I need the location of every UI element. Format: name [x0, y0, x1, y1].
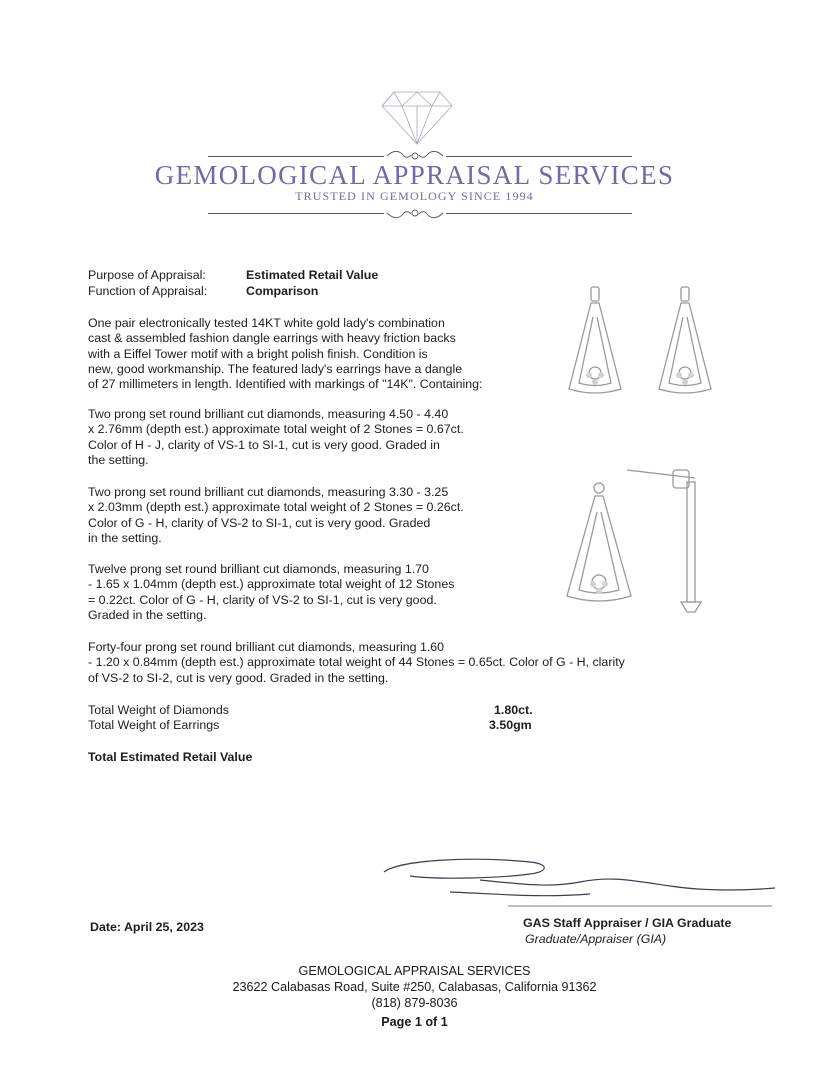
appraiser-title: GAS Staff Appraiser / GIA Graduate — [523, 916, 732, 930]
function-value: Comparison — [246, 284, 319, 298]
footer-phone: (818) 879-8036 — [371, 996, 458, 1010]
total-diamonds-label: Total Weight of Diamonds — [88, 703, 229, 717]
stone-line: of VS-2 to SI-2, cut is very good. Graded in the setting. — [88, 670, 389, 685]
description-line: with a Eiffel Tower motif with a bright polish finish. Condition is — [88, 346, 428, 361]
stone-line: Color of H - J, clarity of VS-1 to SI-1, cut is very good. Graded in — [88, 437, 440, 452]
stone-line: the setting. — [88, 452, 149, 467]
stone-line: Two prong set round brilliant cut diamonds, measuring 3.30 - 3.25 — [88, 485, 449, 499]
stone-line: Forty-four prong set round brilliant cut diamonds, measuring 1.60 — [88, 640, 445, 654]
stone-group-4 — [88, 640, 625, 686]
total-diamonds-value: 1.80ct. — [494, 703, 533, 717]
description-line: One pair electronically tested 14KT white gold lady's combination — [88, 316, 445, 330]
stone-line: = 0.22ct. Color of G - H, clarity of VS-2 to SI-1, cut is very good. — [88, 592, 437, 607]
stone-group-1 — [88, 407, 464, 468]
logo-bottom-rule-right — [446, 213, 632, 214]
total-earrings-label: Total Weight of Earrings — [88, 718, 220, 732]
stone-line: x 2.03mm (depth est.) approximate total weight of 2 Stones = 0.26ct. — [88, 500, 464, 515]
purpose-label: Purpose of Appraisal: — [88, 268, 206, 282]
stone-line: Two prong set round brilliant cut diamonds, measuring 4.50 - 4.40 — [88, 407, 449, 421]
appraisal-date: Date: April 25, 2023 — [90, 920, 204, 934]
stone-line: Twelve prong set round brilliant cut diamonds, measuring 1.70 — [88, 562, 429, 576]
stone-line: x 2.76mm (depth est.) approximate total weight of 2 Stones = 0.67ct. — [88, 422, 464, 437]
diamond-icon — [380, 90, 454, 146]
stone-group-3 — [88, 562, 454, 623]
ornament-bottom-icon — [385, 206, 445, 220]
signature-scribble — [380, 850, 780, 920]
earring-photo-front — [555, 285, 745, 410]
letterhead — [0, 0, 829, 230]
function-label: Function of Appraisal: — [88, 284, 208, 298]
footer-address: 23622 Calabasas Road, Suite #250, Calabasas, California 91362 — [232, 980, 597, 994]
earring-photo-side — [555, 462, 745, 632]
stone-line: - 1.20 x 0.84mm (depth est.) approximate total weight of 44 Stones = 0.65ct. Color of G - H, clarity — [88, 655, 625, 670]
item-description — [88, 316, 482, 392]
total-earrings-value: 3.50gm — [489, 718, 532, 732]
description-line: new, good workmanship. The featured lady's earrings have a dangle — [88, 361, 463, 376]
appraiser-subtitle: Graduate/Appraiser (GIA) — [525, 932, 667, 946]
stone-line: Graded in the setting. — [88, 607, 207, 622]
logo-bottom-rule — [208, 213, 384, 214]
logo-top-rule — [208, 156, 384, 157]
description-line: cast & assembled fashion dangle earrings with heavy friction backs — [88, 331, 456, 346]
purpose-value: Estimated Retail Value — [246, 268, 379, 282]
stone-line: Color of G - H, clarity of VS-2 to SI-1, cut is very good. Graded — [88, 515, 431, 530]
company-tagline: TRUSTED IN GEMOLOGY SINCE 1994 — [295, 189, 534, 203]
page-number: Page 1 of 1 — [381, 1015, 448, 1029]
total-retail-value-label: Total Estimated Retail Value — [88, 750, 253, 764]
footer-company: GEMOLOGICAL APPRAISAL SERVICES — [298, 964, 531, 978]
description-line: of 27 millimeters in length. Identified with markings of "14K". Containing: — [88, 377, 483, 392]
stone-line: - 1.65 x 1.04mm (depth est.) approximate total weight of 12 Stones — [88, 577, 455, 592]
logo-top-rule-right — [446, 156, 632, 157]
stone-line: in the setting. — [88, 530, 162, 545]
stone-group-2 — [88, 485, 464, 546]
company-name: GEMOLOGICAL APPRAISAL SERVICES — [154, 160, 675, 190]
